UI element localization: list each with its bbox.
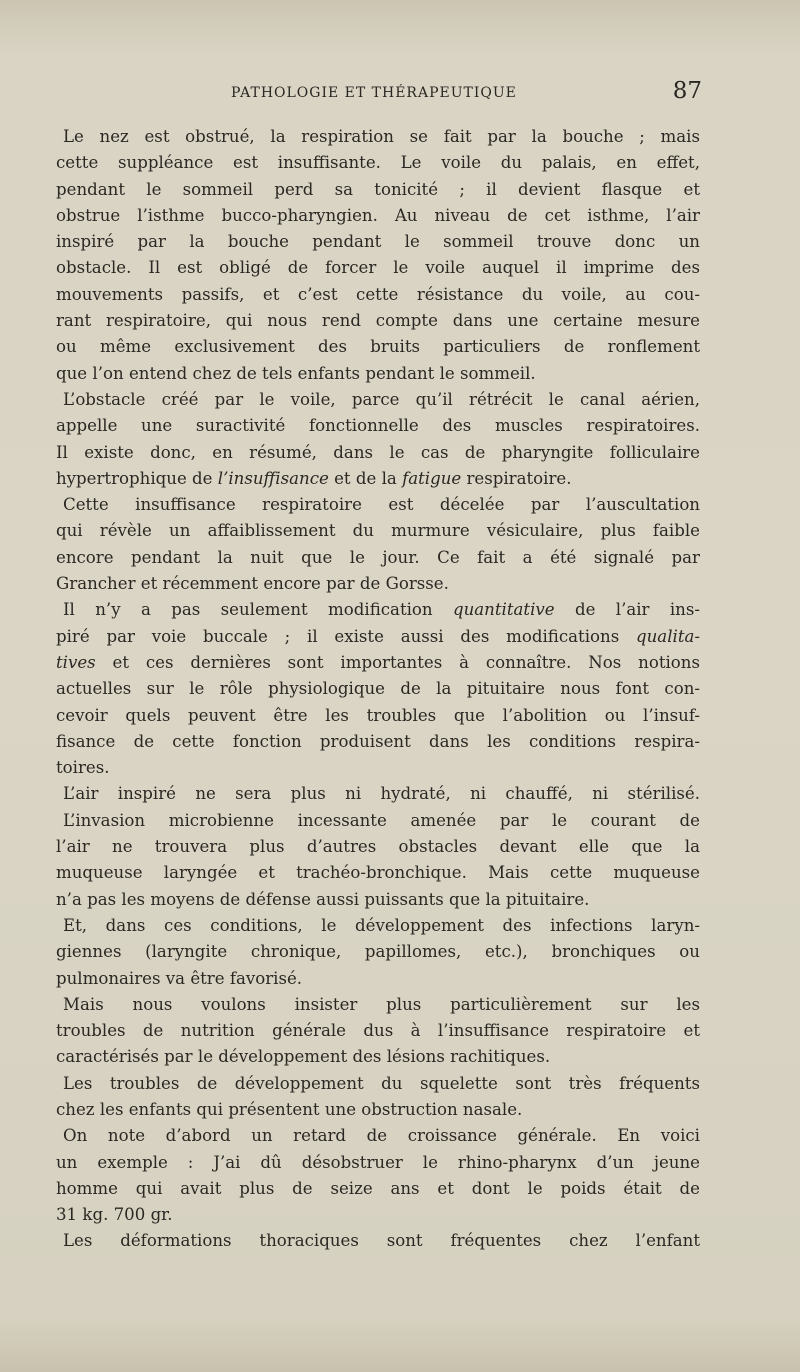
text-line [56, 466, 700, 492]
text-line [56, 781, 700, 807]
text-line [56, 1123, 700, 1149]
text-line [56, 860, 700, 886]
text-line [56, 650, 700, 676]
text-line [56, 992, 700, 1018]
line-text: Les troubles de développement du squelette sont très fréquents [63, 1073, 700, 1093]
line-text: L’invasion microbienne incessante amenée par le courant de [63, 810, 700, 830]
line-text: mouvements passifs, et c’est cette résistance du voile, au cou- [56, 284, 700, 304]
line-text: Il existe donc, en résumé, dans le cas de pharyngite folliculaire [56, 442, 700, 462]
line-text: rant respiratoire, qui nous rend compte dans une certaine mesure [56, 311, 700, 331]
line-text: troubles de nutrition générale dus à l’insuffisance respiratoire et [56, 1021, 700, 1041]
line-text: Grancher et récemment encore par de Gorsse. [56, 574, 449, 594]
text-line [56, 729, 700, 755]
line-text: pendant le sommeil perd sa tonicité ; il devient flasque et [56, 179, 700, 199]
line-text: giennes (laryngite chronique, papillomes, etc.), bronchiques ou [56, 942, 700, 962]
line-text: cette suppléance est insuffisante. Le voile du palais, en effet, [56, 153, 700, 173]
line-text: Mais nous voulons insister plus particulièrement sur les [63, 994, 700, 1014]
text-line [56, 597, 700, 623]
line-text: piré par voie buccale ; il existe aussi des modifications [56, 626, 636, 646]
running-title: PATHOLOGIE ET THÉRAPEUTIQUE [231, 85, 517, 101]
text-line [56, 387, 700, 413]
text-line [56, 282, 700, 308]
text-line [56, 1018, 700, 1044]
text-line [56, 440, 700, 466]
line-text: l’air ne trouvera plus d’autres obstacles devant elle que la [56, 837, 700, 857]
line-text: un exemple : J’ai dû désobstruer le rhino-pharynx d’un jeune [56, 1152, 700, 1172]
text-line [56, 124, 700, 150]
line-text: hypertrophique de [56, 468, 218, 488]
line-text: cevoir quels peuvent être les troubles que l’abolition ou l’insuf- [56, 705, 700, 725]
text-line [56, 308, 700, 334]
page-header [56, 78, 706, 104]
text-line [56, 624, 700, 650]
text-line [56, 361, 700, 387]
line-text: n’a pas les moyens de défense aussi puissants que la pituitaire. [56, 889, 590, 909]
italic-text: quantitative [452, 600, 555, 620]
text-line [56, 703, 700, 729]
text-line [56, 887, 700, 913]
page-number: 87 [672, 78, 702, 104]
line-text: L’air inspiré ne sera plus ni hydraté, ni chauffé, ni stérilisé. [63, 784, 700, 804]
text-line [56, 334, 700, 360]
line-text: Il n’y a pas seulement modification [63, 600, 453, 620]
line-text: pulmonaires va être favorisé. [56, 968, 303, 988]
line-text: Le nez est obstrué, la respiration se fait par la bouche ; mais [63, 127, 700, 146]
text-line [56, 203, 700, 229]
line-text: Les déformations thoraciques sont fréquentes chez l’enfant [63, 1231, 700, 1251]
line-text: toires. [56, 758, 110, 778]
line-text: obstacle. Il est obligé de forcer le voile auquel il imprime des [56, 258, 700, 278]
text-line [56, 229, 700, 255]
line-text: obstrue l’isthme bucco-pharyngien. Au niveau de cet isthme, l’air [56, 205, 700, 225]
line-text: que l’on entend chez de tels enfants pendant le sommeil. [56, 363, 536, 383]
line-text: On note d’abord un retard de croissance générale. En voici [63, 1126, 700, 1146]
text-line [56, 413, 700, 439]
line-text: inspiré par la bouche pendant le sommeil trouve donc un [56, 232, 700, 252]
text-line [56, 255, 700, 281]
text-line [56, 518, 700, 544]
line-text: homme qui avait plus de seize ans et dont le poids était de [56, 1178, 700, 1198]
text-line [56, 966, 700, 992]
text-line [56, 808, 700, 834]
line-text: L’obstacle créé par le voile, parce qu’il rétrécit le canal aérien, [63, 389, 700, 409]
text-line [56, 755, 700, 781]
text-line [56, 177, 700, 203]
line-text: chez les enfants qui présentent une obstruction nasale. [56, 1099, 523, 1119]
italic-text: tives [56, 652, 96, 672]
italic-text: l’insuffisance [217, 468, 329, 488]
text-line [56, 1202, 700, 1228]
text-line [56, 1228, 700, 1254]
text-line [56, 545, 700, 571]
text-line [56, 939, 700, 965]
italic-text: fatigue [402, 468, 462, 488]
text-line [56, 676, 700, 702]
line-text: Cette insuffisance respiratoire est décelée par l’auscultation [63, 495, 700, 515]
text-line [56, 1176, 700, 1202]
text-line [56, 1097, 700, 1123]
line-text: de l’air ins- [554, 600, 700, 620]
italic-text: qualita- [636, 626, 700, 646]
text-line [56, 1150, 700, 1176]
line-text: fisance de cette fonction produisent dans les conditions respira- [56, 731, 700, 751]
text-line [56, 834, 700, 860]
line-text: muqueuse laryngée et trachéo-bronchique. Mais cette muqueuse [56, 863, 700, 883]
text-line [56, 913, 700, 939]
line-text: Et, dans ces conditions, le développement des infections laryn- [63, 915, 700, 935]
line-text: appelle une suractivité fonctionnelle des muscles respiratoires. [56, 416, 700, 436]
line-text: et ces dernières sont importantes à connaître. Nos notions [95, 652, 700, 672]
line-text: actuelles sur le rôle physiologique de la pituitaire nous font con- [56, 679, 700, 699]
line-text: et de la [328, 468, 403, 488]
line-text: caractérisés par le développement des lésions rachitiques. [56, 1047, 551, 1067]
text-line [56, 1044, 700, 1070]
line-text: 31 kg. 700 gr. [56, 1205, 173, 1225]
line-text: encore pendant la nuit que le jour. Ce fait a été signalé par [56, 547, 700, 567]
line-text: ou même exclusivement des bruits particuliers de ronflement [56, 337, 700, 357]
text-line [56, 571, 700, 597]
text-line [56, 1071, 700, 1097]
line-text: qui révèle un affaiblissement du murmure vésiculaire, plus faible [56, 521, 700, 541]
line-text: respiratoire. [461, 468, 572, 488]
text-line [56, 150, 700, 176]
body-text [56, 124, 700, 1255]
text-line [56, 492, 700, 518]
